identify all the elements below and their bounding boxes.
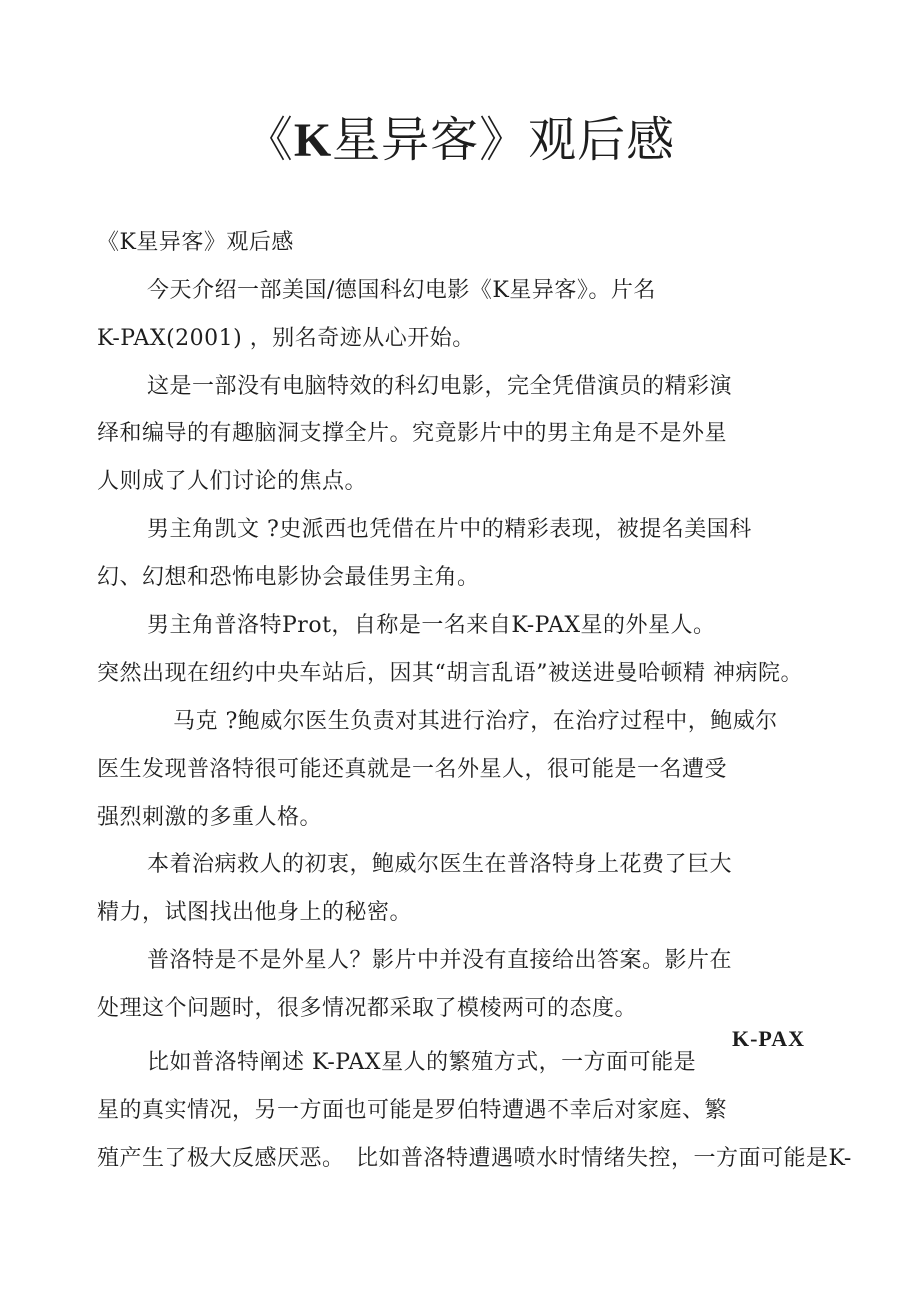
floating-kpax-label: K-PAX [731,1026,805,1051]
text-line: 医生发现普洛特很可能还真就是一名外星人，很可能是一名遭受 [97,757,728,782]
text-line: 人则成了人们讨论的焦点。 [97,469,368,494]
text-line: 突然出现在纽约中央车站后，因其“胡言乱语”被送进曼哈顿精 神病院。 [97,661,803,686]
title-letter-k: K [293,114,333,167]
text-line: 男主角凯文 ?史派西也凭借在片中的精彩表现，被提名美国科 [147,517,752,542]
text-line: 幻、幻想和恐怖电影协会最佳男主角。 [97,565,480,590]
text-line: 男主角普洛特Prot，自称是一名来自K-PAX星的外星人。 [147,613,716,638]
document-title [0,110,920,171]
text-line: 绎和编导的有趣脑洞支撑全片。究竟影片中的男主角是不是外星 [97,421,728,446]
text-line: 处理这个问题时，很多情况都采取了模棱两可的态度。 [97,996,638,1021]
text-line: 本着治病救人的初衷，鲍威尔医生在普洛特身上花费了巨大 [147,852,733,877]
text-line: 马克 ?鲍威尔医生负责对其进行治疗，在治疗过程中，鲍威尔 [173,709,778,734]
text-line: 比如普洛特阐述 K-PAX星人的繁殖方式，一方面可能是 [147,1050,697,1075]
title-suffix: 星异客》观后感 [332,112,676,168]
text-line: 普洛特是不是外星人？影片中并没有直接给出答案。影片在 [147,948,733,973]
text-line: K-PAX(2001) ，别名奇迹从心开始。 [97,326,475,351]
text-line: 强烈刺激的多重人格。 [97,805,323,830]
text-line: 精力，试图找出他身上的秘密。 [97,900,413,925]
title-prefix: 《 [244,112,294,168]
text-line: 《K星异客》观后感 [97,230,294,255]
text-line: 殖产生了极大反感厌恶。 比如普洛特遭遇喷水时情绪失控，一方面可能是K- [97,1146,852,1171]
text-line: 今天介绍一部美国/德国科幻电影《K星异客》。片名 [147,278,656,303]
text-line: 这是一部没有电脑特效的科幻电影，完全凭借演员的精彩演 [147,374,733,399]
text-line: 星的真实情况，另一方面也可能是罗伯特遭遇不幸后对家庭、繁 [97,1098,728,1123]
